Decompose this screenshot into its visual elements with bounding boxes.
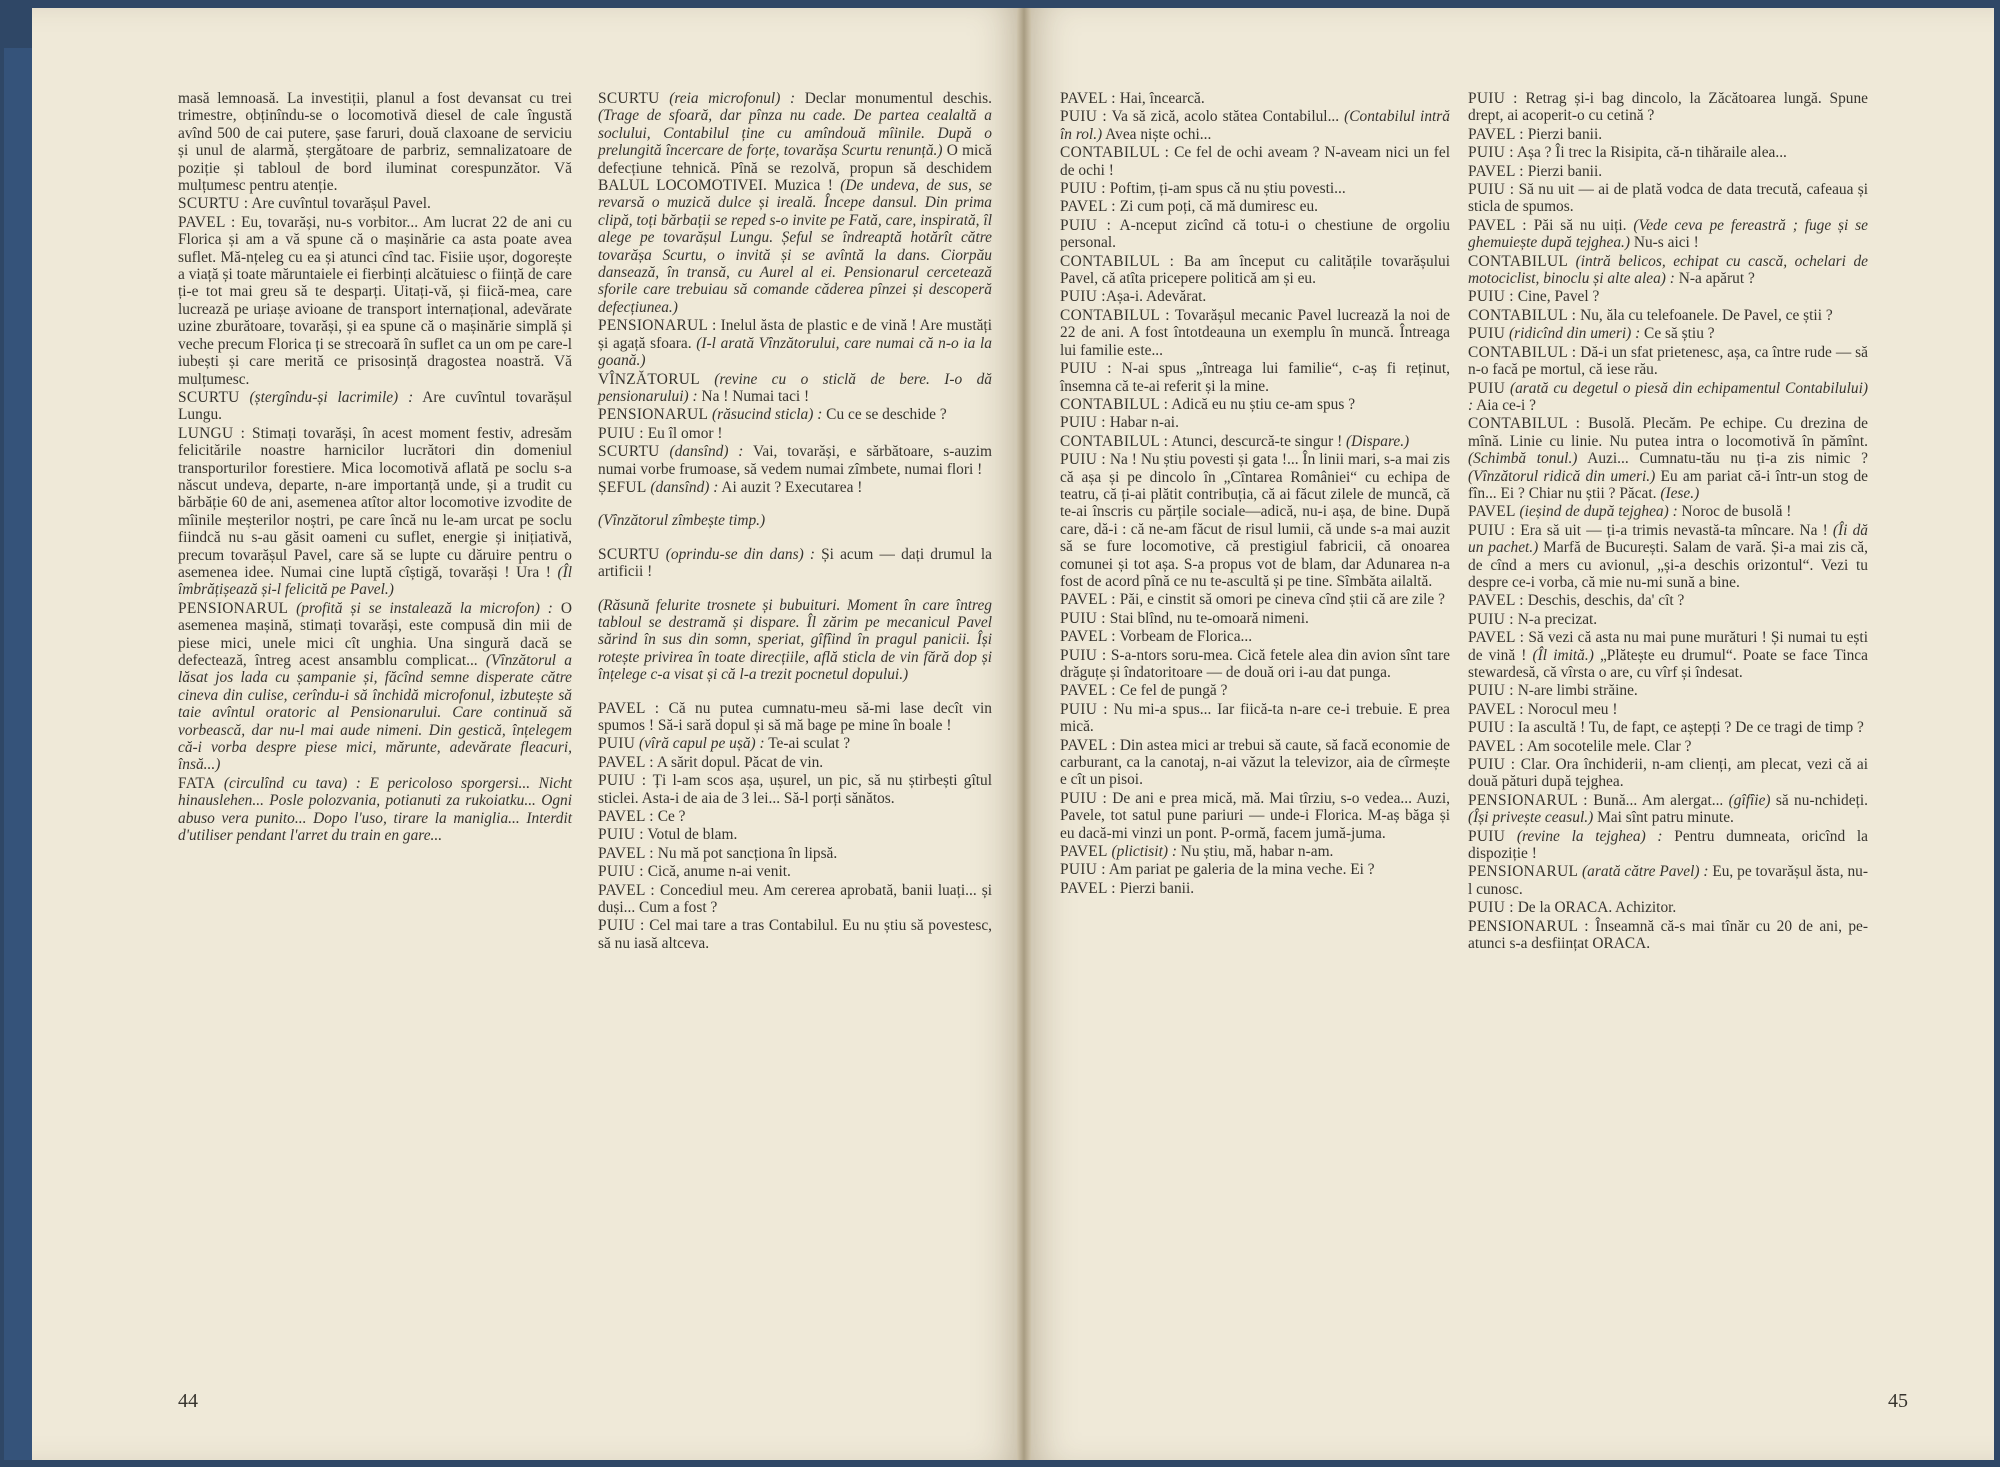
line-text: Poftim, ți-am spus că nu știu povesti...: [1105, 180, 1346, 198]
stage-direction: (arată către Pavel) :: [1578, 863, 1709, 881]
speaker-name: PAVEL :: [598, 753, 654, 771]
speaker-name: PENSIONARUL: [178, 599, 289, 617]
stage-direction: (Își privește ceasul.): [1468, 809, 1594, 827]
stage-direction: (Răsună felurite trosnete și bubuituri. Moment în care întreg tabloul se destramă și dispare. Îl zărim pe mecanicul Pavel sărind în sus din somn, speriat, gîfîind în pragul panicii. Își rotește privirea în toate direcțiile, află sticla de vin fără dop și înțelege c-a visat și că l-a trezit pocnetul dopului.): [598, 596, 992, 684]
stage-direction: (plictisit) :: [1107, 843, 1177, 861]
stage-direction: (Contabilul intră în rol.): [1060, 108, 1450, 143]
paragraph-gap: [598, 496, 992, 512]
speaker-name: LUNGU :: [178, 424, 246, 442]
dialogue-line: [1468, 325, 1868, 342]
speaker-name: PAVEL: [1060, 843, 1108, 861]
line-text: Are cuvîntul tovarășul Pavel.: [248, 195, 431, 213]
speaker-name: PUIU :: [598, 424, 644, 442]
right-page-column-2: [1468, 90, 1868, 953]
line-text: O asemenea mașină, stimați tovarăși, este compusă din mii de piese mici, unele mici cît unghia. Una singură dacă se defectează, întreg acest ansamblu complicat...: [178, 599, 572, 669]
stage-direction: E pericoloso sporgersi... Nicht hinauslehen... Posle polozvania, potianuti za rukoiatku... Ogni abuso vera punito... Dopo l'uso, tirare la maniglia... Interdit d'utiliser pendant l'arret du train en gare...: [178, 774, 572, 845]
speaker-name: PUIU :: [598, 917, 645, 935]
line-text: Pierzi banii.: [1523, 125, 1603, 143]
dialogue-line: [1468, 592, 1868, 609]
dialogue-line: [1060, 591, 1450, 608]
book-cover-edge: [4, 48, 34, 1460]
line-text: N-a precizat.: [1513, 610, 1598, 628]
dialogue-line: [1468, 611, 1868, 628]
dialogue-line: [1060, 628, 1450, 645]
speaker-name: PAVEL :: [598, 808, 654, 826]
speaker-name: PUIU :: [1060, 180, 1106, 198]
stage-direction: (ieșind de după tejghea) :: [1515, 503, 1678, 521]
page-number-left: 44: [178, 1390, 198, 1412]
stage-direction: (reia microfonul) :: [659, 90, 796, 107]
speaker-name: SCURTU: [598, 545, 660, 563]
dialogue-line: [598, 90, 992, 316]
speaker-name: CONTABILUL :: [1060, 432, 1169, 450]
line-text: Să vezi că asta nu mai pune murături ! Și numai tu ești de vină !: [1468, 629, 1868, 664]
speaker-name: CONTABILUL :: [1060, 395, 1169, 413]
dialogue-line: [598, 772, 992, 807]
dialogue-line: [1060, 198, 1450, 215]
speaker-name: SCURTU :: [178, 195, 249, 213]
speaker-name: PAVEL :: [1060, 90, 1116, 107]
speaker-name: CONTABILUL :: [1468, 415, 1581, 433]
line-text: Tovarășul mecanic Pavel lucrează la noi de 22 de ani. A fost întotdeauna un exemplu în muncă. Întreaga lui familie este...: [1060, 306, 1450, 359]
dialogue-line: [1060, 144, 1450, 179]
line-text: Bună... Am alergat...: [1587, 791, 1724, 809]
speaker-name: CONTABILUL: [1468, 252, 1569, 270]
speaker-name: PUIU :: [598, 772, 647, 790]
line-text: Inelul ăsta de plastic e de vină ! Are mustăți și agață sfoara.: [598, 317, 992, 352]
line-text: Nu știu, mă, habar n-am.: [1176, 843, 1334, 861]
speaker-name: PUIU: [1468, 325, 1506, 343]
speaker-name: PAVEL :: [1060, 879, 1116, 897]
dialogue-line: [598, 406, 992, 423]
stage-direction: (profită și se instalează la microfon) :: [288, 599, 553, 617]
speaker-name: PAVEL :: [1468, 700, 1524, 718]
line-text: Înseamnă că-s mai tînăr cu 20 de ani, pe-atunci s-a desființat ORACA.: [1468, 917, 1869, 953]
line-text: Cică, anume n-ai venit.: [643, 863, 791, 881]
stage-direction: (ștergîndu-și lacrimile) :: [239, 388, 414, 406]
dialogue-line: [178, 775, 572, 845]
line-text: Pierzi banii.: [1523, 162, 1603, 180]
dialogue-line: [178, 425, 572, 599]
speaker-name: PUIU: [1468, 379, 1506, 397]
line-text: Clar. Ora închiderii, n-am clienți, am plecat, vezi că ai două pături după tejghea.: [1468, 756, 1868, 791]
line-text: Nu, ăla cu telefoanele. De Pavel, ce știi ?: [1576, 306, 1833, 324]
speaker-name: CONTABILUL :: [1468, 306, 1577, 324]
stage-direction: (Îl imită.): [1526, 646, 1594, 664]
line-text: să nu-nchideți.: [1770, 791, 1868, 809]
speaker-name: PENSIONARUL: [598, 406, 709, 424]
stage-direction: (dansînd) :: [646, 478, 719, 496]
speaker-name: PUIU :: [1468, 144, 1514, 162]
line-text: Ai auzit ? Executarea !: [718, 478, 863, 496]
book-gutter: [1017, 8, 1031, 1460]
speaker-name: PUIU: [598, 735, 636, 753]
line-text: Noroc de busolă !: [1677, 503, 1792, 521]
stage-direction: (Iese.): [1656, 484, 1700, 502]
speaker-name: PENSIONARUL: [1468, 863, 1579, 881]
stage-direction: (vîră capul pe ușă) :: [635, 735, 765, 753]
dialogue-line: [1060, 737, 1450, 789]
stage-direction: (circulînd cu tava) :: [215, 774, 361, 792]
dialogue-line: [598, 754, 992, 771]
stage-direction: (dansînd) :: [659, 443, 744, 461]
line-text: Nu mi-a spus... Iar fiică-ta n-are ce-i trebuie. E prea mică.: [1060, 700, 1450, 736]
line-text: A-nceput zicînd că totu-i o chestiune de orgoliu personal.: [1060, 216, 1450, 252]
line-text: Și acum — dați drumul la artificii !: [598, 545, 992, 581]
speaker-name: PUIU :: [1060, 451, 1106, 469]
stage-direction: (Vînzătorul zîmbește timp.): [598, 512, 766, 530]
dialogue-line: [1468, 792, 1868, 827]
speaker-name: PUIU: [1468, 827, 1506, 845]
line-text: Așa-i. Adevărat.: [1105, 288, 1207, 306]
line-text: Auzi... Cumnatu-tău nu ți-a zis nimic ?: [1577, 450, 1868, 468]
speaker-name: PUIU :: [1060, 646, 1107, 664]
speaker-name: PUIU :: [1468, 90, 1518, 107]
speaker-name: PUIU :: [1468, 288, 1514, 306]
dialogue-line: [1060, 288, 1450, 305]
line-text: Nu mă pot sancționa în lipsă.: [653, 844, 838, 862]
left-page-column-1: [178, 90, 572, 844]
speaker-name: PENSIONARUL :: [1468, 917, 1589, 935]
stage-direction: (Vînzătorul ridică din umeri.): [1468, 467, 1656, 485]
line-text: De ani e prea mică, mă. Mai tîrziu, s-o vedea... Auzi, Pavele, tot satul pune pariuri — unde-i Florica. M-aș băga și eu dacă-mi vinzi un pont. P-ormă, facem jumă-juma.: [1060, 789, 1450, 842]
dialogue-line: [1468, 380, 1868, 415]
line-text: Aia ce-i ?: [1473, 396, 1536, 414]
dialogue-line: [1060, 880, 1450, 897]
stage-direction: (I-l arată Vînzătorului, care numai că n-o ia la goană.): [598, 334, 992, 370]
dialogue-line: [598, 917, 992, 952]
dialogue-line: [178, 214, 572, 388]
stage-direction: (gîfîie): [1723, 791, 1771, 809]
dialogue-line: [1468, 756, 1868, 791]
speaker-name: PUIU :: [1060, 288, 1106, 306]
dialogue-line: [178, 90, 572, 194]
speaker-name: PUIU :: [598, 863, 644, 881]
line-text: Era să uit — ți-a trimis nevastă-ta mîncare. Na !: [1515, 521, 1828, 539]
speaker-name: PUIU :: [1468, 521, 1516, 539]
dialogue-line: [1468, 288, 1868, 305]
line-text: Ba am început cu calitățile tovarășului Pavel, că atîta pricepere politică am și eu.: [1060, 252, 1450, 288]
dialogue-line: [598, 863, 992, 880]
dialogue-line: [1060, 682, 1450, 699]
line-text: Să nu uit — ai de plată vodca de data trecută, cafeaua și sticla de spumos.: [1468, 181, 1868, 216]
speaker-name: PUIU :: [598, 826, 644, 844]
dialogue-line: [1468, 307, 1868, 324]
dialogue-line: [1060, 307, 1450, 359]
line-text: Busolă. Plecăm. Pe echipe. Cu drezina de mînă. Linie cu linie. Nu putea intra o locomotivă în pămînt.: [1468, 415, 1868, 450]
dialogue-line: [178, 600, 572, 774]
dialogue-line: [1468, 522, 1868, 592]
dialogue-line: [1468, 163, 1868, 180]
line-text: Păi, e cinstit să omori pe cineva cînd știi că are zile ?: [1115, 591, 1445, 609]
line-text: Cel mai tare a tras Contabilul. Eu nu știu să povestesc, să nu iasă altceva.: [598, 917, 992, 952]
dialogue-line: [1060, 843, 1450, 860]
line-text: Eu îl omor !: [643, 424, 723, 442]
dialogue-line: [1468, 719, 1868, 736]
stage-direction: (Îl îmbrățișează și-l felicită pe Pavel.): [178, 563, 572, 599]
dialogue-line: [598, 443, 992, 478]
line-text: masă lemnoasă. La investiții, planul a fost devansat cu trei trimestre, obținîndu-se o locomotivă diesel de cale îngustă avînd 500 de cai putere, șase faruri, două claxoane de serviciu și unul de alarmă, ștergătoare de parbriz, semnalizatoare de poziție și tabloul de bord iluminat corespunzător. Vă mulțumesc pentru atenție.: [178, 90, 572, 195]
line-text: Habar n-ai.: [1105, 414, 1179, 432]
line-text: Ce fel de pungă ?: [1115, 682, 1228, 700]
dialogue-line: [1468, 863, 1868, 898]
line-text: Adică eu nu știu ce-am spus ?: [1168, 395, 1356, 413]
line-text: O mică defecțiune tehnică. Pînă se rezolvă, propun să deschidem BALUL LOCOMOTIVEI. Muzica !: [598, 142, 992, 195]
line-text: Mai sînt patru minute.: [1593, 809, 1734, 827]
dialogue-line: [1468, 344, 1868, 379]
dialogue-line: [598, 808, 992, 825]
line-text: Stimați tovarăși, în acest moment festiv, adresăm felicitările noastre harnicilor lucrători din domeniul transporturilor forestiere. Mica locomotivă aflată pe soclu s-a născut undeva, departe, n-are importanță unde, și a trudit cu bărbăție 60 de ani, asemenea atîtor altor locomotive izvodite de mîinile meșterilor noștri, pe care încă nu le-am urcat pe soclu fiindcă nu s-au găsit oameni cu suflet, energie și inițiativă, precum tovarășul Pavel, care să se lupte cu dăruire pentru o asemenea idee. Numai cine luptă cîștigă, tovarăși ! Ura !: [178, 424, 572, 581]
speaker-name: CONTABILUL :: [1468, 343, 1577, 361]
stage-direction: (răsucind sticla) :: [708, 406, 823, 424]
dialogue-line: [1468, 415, 1868, 502]
dialogue-line: [1468, 181, 1868, 216]
stage-direction: (oprindu-se din dans) :: [659, 545, 815, 563]
line-text: Ți l-am scos așa, ușurel, un pic, să nu știrbești gîtul sticlei. Asta-i de aia de 3 lei... Să-l porți sănătos.: [598, 772, 992, 807]
speaker-name: SCURTU: [598, 443, 660, 461]
line-text: Pentru dumneata, oricînd la dispoziție !: [1468, 827, 1868, 863]
speaker-name: PAVEL: [1468, 503, 1516, 521]
dialogue-line: [598, 882, 992, 917]
line-text: Cine, Pavel ?: [1513, 288, 1600, 306]
speaker-name: PAVEL :: [1468, 592, 1524, 610]
speaker-name: PUIU :: [1468, 756, 1516, 774]
dialogue-line: [1468, 144, 1868, 161]
dialogue-line: [1060, 253, 1450, 288]
dialogue-line: [1468, 701, 1868, 718]
line-text: Am socotelile mele. Clar ?: [1523, 737, 1692, 755]
dialogue-line: [1468, 738, 1868, 755]
stage-direction: (Dispare.): [1342, 432, 1410, 450]
line-text: Așa ? Îi trec la Risipita, că-n tihăraile alea...: [1513, 144, 1787, 162]
line-text: Hai, încearcă.: [1115, 90, 1205, 107]
dialogue-line: [598, 371, 992, 406]
paragraph-gap: [598, 684, 992, 700]
stage-direction: (Vînzătorul a lăsat jos lada cu șampanie și, făcînd semne disperate către cineva din culise, cerîndu-i să închidă microfonul, izbutește să taie avîntul oratoric al Pensionarului. Care continuă să vorbească, dar nu-l mai aude nimeni. Din gestică, înțelegem că-i vorba despre piese mici, mărunte, adevărate fleacuri, însă...): [178, 652, 572, 774]
speaker-name: PAVEL :: [1060, 591, 1116, 609]
stage-direction: (Schimbă tonul.): [1468, 450, 1578, 468]
line-text: Cu ce se deschide ?: [822, 406, 947, 424]
line-text: Eu, pe tovarășul ăsta, nu-l cunosc.: [1468, 863, 1868, 898]
dialogue-line: [1060, 701, 1450, 736]
speaker-name: PUIU :: [1468, 610, 1514, 628]
speaker-name: PAVEL :: [1468, 216, 1527, 234]
speaker-name: PENSIONARUL :: [1468, 791, 1588, 809]
dialogue-line: [1060, 217, 1450, 252]
line-text: Norocul meu !: [1523, 700, 1618, 718]
dialogue-line: [598, 597, 992, 684]
dialogue-line: [598, 700, 992, 735]
speaker-name: PENSIONARUL :: [598, 317, 717, 335]
line-text: Te-ai sculat ?: [764, 735, 851, 753]
speaker-name: ȘEFUL: [598, 478, 647, 496]
dialogue-line: [1468, 899, 1868, 916]
line-text: Votul de blam.: [643, 826, 738, 844]
line-text: Are cuvîntul tovarășul Lungu.: [178, 388, 572, 424]
line-text: Avea niște ochi...: [1102, 125, 1212, 143]
line-text: Deschis, deschis, da' cît ?: [1523, 592, 1685, 610]
line-text: N-ai spus „întreaga lui familie“, c-aș fi reținut, însemna că te-ai referit și la mine.: [1060, 360, 1450, 395]
dialogue-line: [1468, 918, 1868, 953]
line-text: Retrag și-i bag dincolo, la Zăcătoarea lungă. Spune drept, ai acoperit-o cu cetină ?: [1468, 90, 1868, 125]
dialogue-line: [1060, 647, 1450, 682]
speaker-name: PAVEL :: [598, 699, 660, 717]
stage-direction: (revine la tejghea) :: [1505, 827, 1663, 845]
speaker-name: CONTABILUL :: [1060, 144, 1170, 162]
line-text: Ia ascultă ! Tu, de fapt, ce aștepți ? De ce tragi de timp ?: [1513, 719, 1864, 737]
stage-direction: (Vede ceva pe fereastră ; fuge și se ghemuiește după tejghea.): [1468, 216, 1868, 252]
dialogue-line: [1468, 629, 1868, 681]
line-text: Marfă de București. Salam de vară. Și-a mai zis că, de cînd a mers cu avionul, „și-a deschis orizontul“. Vezi tu despre ce-i vorba, că mie nu-mi sună a bine.: [1468, 539, 1868, 591]
line-text: Zi cum poți, că mă dumiresc eu.: [1115, 198, 1319, 216]
line-text: De la ORACA. Achizitor.: [1513, 899, 1677, 917]
stage-direction: (revine cu o sticlă de bere. I-o dă pensionarului) :: [598, 370, 992, 405]
speaker-name: PAVEL :: [598, 881, 655, 899]
dialogue-line: [1060, 610, 1450, 627]
speaker-name: PUIU :: [1468, 719, 1514, 737]
line-text: Ce să știu ?: [1640, 325, 1715, 343]
dialogue-line: [1468, 503, 1868, 520]
speaker-name: PUIU :: [1060, 861, 1106, 879]
dialogue-line: [1468, 126, 1868, 143]
speaker-name: SCURTU: [178, 388, 240, 406]
speaker-name: PUIU :: [1060, 360, 1112, 378]
dialogue-line: [598, 317, 992, 369]
page-number-right: 45: [1888, 1390, 1908, 1412]
dialogue-line: [598, 479, 992, 496]
line-text: Na ! Numai taci !: [697, 387, 810, 405]
line-text: Din astea mici ar trebui să caute, să facă economie de carburant, ca la canotaj, n-ai văzut la televizor, aia de cîrmește e cît un pisoi.: [1060, 736, 1450, 789]
line-text: Ce fel de ochi aveam ? N-aveam nici un fel de ochi !: [1060, 144, 1450, 179]
speaker-name: PAVEL :: [1060, 682, 1116, 700]
speaker-name: CONTABILUL :: [1060, 306, 1170, 324]
speaker-name: PAVEL :: [1468, 125, 1524, 143]
speaker-name: FATA: [178, 774, 216, 792]
stage-direction: (intră belicos, echipat cu cască, ochelari de motociclist, binoclu și alte alea) :: [1468, 252, 1868, 288]
dialogue-line: [1468, 828, 1868, 863]
stage-direction: (De undeva, de sus, se revarsă o muzică dulce și ireală. Începe dansul. Din prima clipă, toți bărbații se reped s-o invite pe Fată, care, inspirată, îl alege pe tovarășul Lungu. Șeful se îndreaptă hotărît către tovarășa Scurtu, o invită și se avîntă la dans. Ciorpău dansează, în transă, cu Aurel al ei. Pensionarul cercetează sforile care trebuiau să comande căderea pînzei și descoperă defecțiunea.): [598, 177, 992, 316]
dialogue-line: [178, 389, 572, 424]
line-text: Eu am pariat că-i într-un stog de fîn... Ei ? Chiar nu știi ? Păcat.: [1468, 467, 1868, 502]
dialogue-line: [1060, 451, 1450, 590]
line-text: Dă-i un sfat prietenesc, așa, ca între rude — să n-o facă pe mortul, că iese rău.: [1468, 343, 1868, 379]
line-text: Na ! Nu știu povesti și gata !... În linii mari, s-a mai zis că așa și pe dincolo în „Cîntarea României“ cu echipa de teatru, că ți-ai plătit contribuția, că ai făcut zilele de muncă, că te-ai înscris cu părțile sociale—adică, nu-i așa, de bine. După care, dă-i : că ne-am făcut de risul lumii, că unde s-a mai auzit să se fure locomotive, că prestigiul fabricii, că onoarea comunei și tot așa. S-a propus vot de blam, dar Adunarea n-a fost de acord pînă ce nu te-ascultă și pe tine. Sîmbăta ailaltă.: [1060, 451, 1450, 590]
dialogue-line: [598, 425, 992, 442]
stage-direction: (Îi dă un pachet.): [1468, 521, 1869, 557]
dialogue-line: [598, 735, 992, 752]
stage-direction: (arată cu degetul o piesă din echipamentul Contabilului) :: [1468, 379, 1868, 414]
paragraph-gap: [598, 581, 992, 597]
line-text: Va să zică, acolo stătea Contabilul...: [1106, 108, 1340, 126]
line-text: N-are limbi străine.: [1513, 682, 1638, 700]
speaker-name: PUIU :: [1060, 216, 1112, 234]
speaker-name: PUIU :: [1468, 899, 1514, 917]
dialogue-line: [1468, 682, 1868, 699]
line-text: Concediul meu. Am cererea aprobată, banii luați... și duși... Cum a fost ?: [598, 881, 992, 917]
dialogue-line: [1060, 180, 1450, 197]
stage-direction: (ridicînd din umeri) :: [1505, 325, 1641, 343]
speaker-name: PAVEL :: [598, 844, 654, 862]
speaker-name: PAVEL :: [1468, 162, 1524, 180]
stage-direction: (Trage de sfoară, dar pînza nu cade. De partea cealaltă a soclului, Contabilul ține cu amîndouă mîinile. După o prelungită încercare de forțe, tovarășa Scurtu renunță.): [598, 107, 992, 160]
speaker-name: VÎNZĂTORUL: [598, 370, 700, 388]
right-page-column-1: [1060, 90, 1450, 897]
speaker-name: PAVEL :: [178, 213, 236, 231]
speaker-name: PAVEL :: [1468, 629, 1525, 647]
line-text: Atunci, descurcă-te singur !: [1168, 432, 1343, 450]
left-page-column-2: [598, 90, 992, 952]
line-text: Vorbeam de Florica...: [1115, 628, 1253, 646]
line-text: Nu-s aici !: [1630, 234, 1699, 252]
speaker-name: PUIU :: [1060, 108, 1107, 126]
line-text: S-a-ntors soru-mea. Cică fetele alea din avion sînt tare drăguțe și îndatoritoare — de două ori i-au dat punga.: [1060, 646, 1451, 681]
dialogue-line: [598, 546, 992, 581]
dialogue-line: [1060, 790, 1450, 842]
dialogue-line: [1060, 360, 1450, 395]
dialogue-line: [1060, 414, 1450, 431]
dialogue-line: [1060, 861, 1450, 878]
speaker-name: CONTABILUL :: [1060, 252, 1175, 270]
dialogue-line: [1060, 396, 1450, 413]
speaker-name: PAVEL :: [1060, 628, 1116, 646]
dialogue-line: [598, 826, 992, 843]
line-text: Păi să nu uiți.: [1526, 216, 1627, 234]
dialogue-line: [1468, 217, 1868, 252]
line-text: A sărit dopul. Păcat de vin.: [653, 753, 824, 771]
speaker-name: PUIU :: [1060, 789, 1108, 807]
line-text: Stai blînd, nu te-omoară nimeni.: [1105, 609, 1309, 627]
speaker-name: PUIU :: [1060, 700, 1108, 718]
line-text: Pierzi banii.: [1115, 879, 1195, 897]
paragraph-gap: [598, 530, 992, 546]
line-text: Am pariat pe galeria de la mina veche. Ei ?: [1105, 861, 1375, 879]
line-text: Că nu putea cumnatu-meu să-mi lase decît vin spumos ! Să-i sară dopul și să mă bage pe mine în boale !: [598, 699, 992, 734]
line-text: Eu, tovarăși, nu-s vorbitor... Am lucrat 22 de ani cu Florica și am a vă spune că o mașinărie ca asta poate avea suflet. Mă-nțeleg cu ea și atunci cînd tac. Fisiie ușor, dogorește a viață și toate măruntaiele ei fierbinți alcătuiesc o ființă de care ți-e tot mai greu să te desparți. Uitați-vă, și fiică-mea, care lucrează pe uriașe avioane de transport internațional, adevărate uzine zburătoare, tovarăși, și ea spune că o mașinărie simplă și veche precum Florica ți se strecoară în suflet ca un om pe care-l iubești și care merită ce prisosință dragostea noastră. Vă mulțumesc.: [178, 213, 572, 388]
speaker-name: SCURTU: [598, 90, 660, 107]
dialogue-line: [1060, 108, 1450, 143]
dialogue-line: [1468, 253, 1868, 288]
line-text: Ce ?: [653, 808, 686, 826]
line-text: „Plătește eu drumul“. Poate se face Tinca stewardesă, că vîrsta o are, cu vîrf și îndesat.: [1468, 646, 1868, 681]
line-text: Vai, tovarăși, e sărbătoare, s-auzim numai vorbe frumoase, să vedem numai zîmbete, numai flori !: [598, 443, 992, 478]
speaker-name: PUIU :: [1468, 181, 1515, 199]
line-text: Declar monumentul deschis.: [795, 90, 992, 107]
line-text: N-a apărut ?: [1674, 270, 1755, 288]
speaker-name: PAVEL :: [1060, 736, 1116, 754]
dialogue-line: [1060, 433, 1450, 450]
dialogue-line: [178, 195, 572, 212]
dialogue-line: [1468, 90, 1868, 125]
speaker-name: PUIU :: [1468, 682, 1514, 700]
speaker-name: PUIU :: [1060, 609, 1106, 627]
dialogue-line: [598, 845, 992, 862]
speaker-name: PUIU :: [1060, 414, 1106, 432]
speaker-name: PAVEL :: [1060, 198, 1116, 216]
dialogue-line: [1060, 90, 1450, 107]
speaker-name: PAVEL :: [1468, 737, 1524, 755]
dialogue-line: [598, 512, 992, 529]
